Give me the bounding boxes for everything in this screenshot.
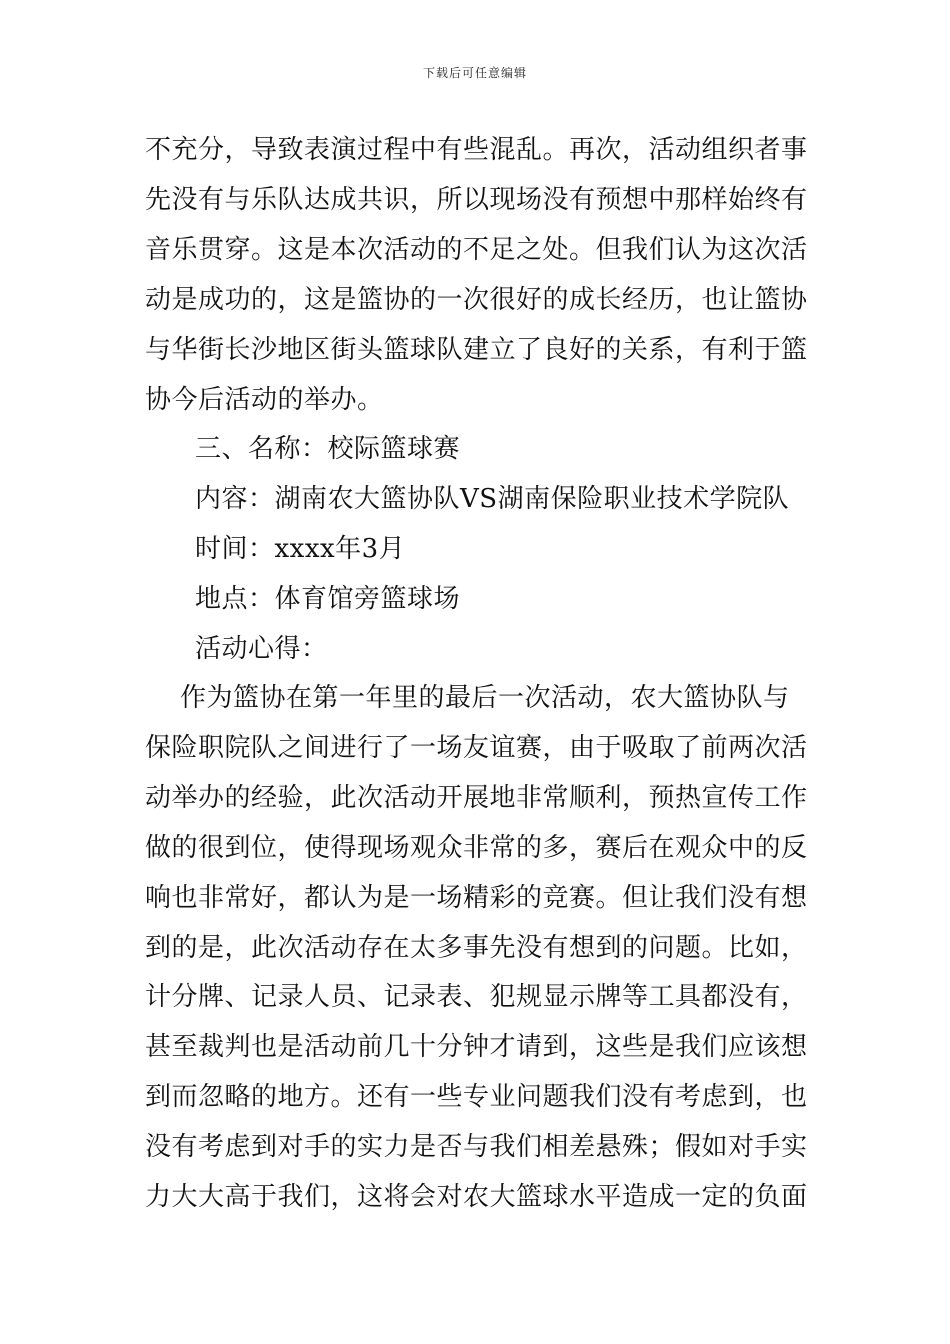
reflection-heading: 活动心得： xyxy=(195,634,328,664)
body-line: 动举办的经验，此次活动开展地非常顺利，预热宣传工作 xyxy=(145,783,808,813)
section-title: 三、名称：校际篮球赛 xyxy=(195,434,461,464)
body-line: 先没有与乐队达成共识，所以现场没有预想中那样始终有 xyxy=(145,185,808,215)
body-line: 到的是，此次活动存在太多事先没有想到的问题。比如， xyxy=(145,933,808,963)
body-line: 音乐贯穿。这是本次活动的不足之处。但我们认为这次活 xyxy=(145,235,808,265)
event-location: 地点：体育馆旁篮球场 xyxy=(195,584,461,614)
event-time: 时间：xxxx年3月 xyxy=(195,534,406,564)
page-header-note: 下载后可任意编辑 xyxy=(422,66,527,80)
body-line: 作为篮协在第一年里的最后一次活动，农大篮协队与 xyxy=(180,683,790,713)
body-line: 到而忽略的地方。还有一些专业问题我们没有考虑到，也 xyxy=(145,1082,808,1112)
body-line: 动是成功的，这是篮协的一次很好的成长经历，也让篮协 xyxy=(145,285,808,315)
body-line: 做的很到位，使得现场观众非常的多，赛后在观众中的反 xyxy=(145,833,808,863)
body-line: 没有考虑到对手的实力是否与我们相差悬殊；假如对手实 xyxy=(145,1132,808,1162)
body-line: 响也非常好，都认为是一场精彩的竞赛。但让我们没有想 xyxy=(145,883,808,913)
event-content: 内容：湖南农大篮协队VS湖南保险职业技术学院队 xyxy=(195,484,790,514)
body-line: 协今后活动的举办。 xyxy=(145,385,384,415)
body-line: 力大大高于我们，这将会对农大篮球水平造成一定的负面 xyxy=(145,1182,808,1212)
body-line: 不充分，导致表演过程中有些混乱。再次，活动组织者事 xyxy=(145,135,808,165)
body-line: 甚至裁判也是活动前几十分钟才请到，这些是我们应该想 xyxy=(145,1032,808,1062)
body-line: 与华街长沙地区街头篮球队建立了良好的关系，有利于篮 xyxy=(145,335,808,365)
body-line: 计分牌、记录人员、记录表、犯规显示牌等工具都没有， xyxy=(145,982,808,1012)
body-line: 保险职院队之间进行了一场友谊赛，由于吸取了前两次活 xyxy=(145,733,808,763)
